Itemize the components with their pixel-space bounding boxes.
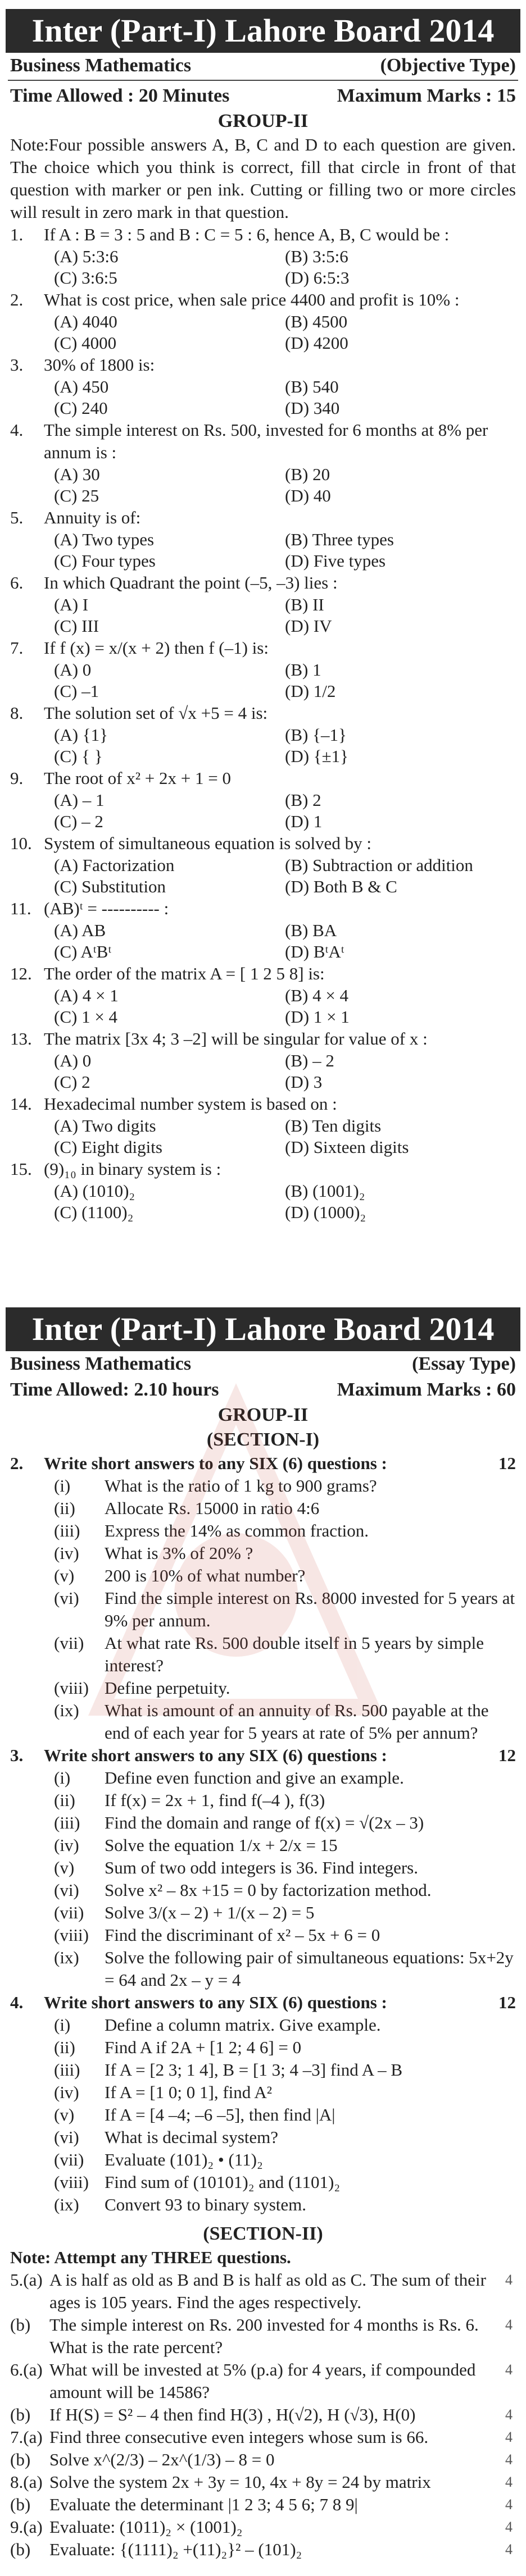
mcq-options (10, 724, 516, 767)
long-question (10, 2516, 516, 2538)
mcq-question: The order of the matrix A = [ 1 2 5 8] is: (44, 964, 325, 983)
mcq-option-a: (A) Factorization (54, 855, 175, 875)
mcq-item (0, 289, 526, 354)
sub-question-text: Solve 3/(x – 2) + 1/(x – 2) = 5 (105, 1903, 315, 1922)
sub-question-number: (i) (54, 2015, 71, 2035)
mcq-options (10, 790, 516, 832)
sub-question (54, 1497, 516, 1520)
long-question-text: Solve the system 2x + 3y = 10, 4x + 8y = 24 by matrix (49, 2472, 431, 2492)
essay-banner: Inter (Part-I) Lahore Board 2014 (6, 1307, 520, 1351)
mcq-option-a: (A) I (54, 595, 89, 614)
long-question-number: (b) (10, 2495, 31, 2514)
sub-question (54, 2036, 516, 2059)
mcq-item (0, 897, 526, 963)
mcq-item (0, 507, 526, 572)
mcq-option-b: (B) {–1} (285, 725, 347, 745)
mcq-option-a: (A) 4 × 1 (54, 986, 119, 1005)
mcq-option-b: (B) 4500 (285, 312, 348, 331)
sub-question-number: (v) (54, 2105, 75, 2124)
sub-question (54, 1542, 516, 1565)
mcq-item (0, 419, 526, 507)
sub-question-list (10, 1767, 516, 1991)
question-number: 3. (10, 1745, 24, 1765)
mcq-option-b: (B) – 2 (285, 1051, 334, 1070)
sub-question-text: Solve the following pair of simultaneous equations: 5x+2y = 64 and 2x – y = 4 (105, 1948, 514, 1990)
long-question-marks: 4 (505, 2496, 513, 2513)
sub-question-text: Define perpetuity. (105, 1678, 230, 1698)
long-question-text: A is half as old as B and B is half as old as C. The sum of their ages is 105 years. Find the ages respectively. (49, 2270, 486, 2312)
mcq-option-c: (C) Substitution (54, 877, 166, 896)
long-question (10, 2359, 516, 2404)
sub-question-text: Convert 93 to binary system. (105, 2195, 307, 2214)
sub-question (54, 2104, 516, 2126)
sub-question-text: If f(x) = 2x + 1, find f(–4 ), f(3) (105, 1790, 325, 1810)
sub-question-text: What is the ratio of 1 kg to 900 grams? (105, 1476, 377, 1496)
long-question-number: 7.(a) (10, 2427, 43, 2447)
mcq-options (10, 529, 516, 572)
mcq-item (0, 637, 526, 702)
mcq-option-b: (B) 4 × 4 (285, 986, 349, 1005)
long-question-number: (b) (10, 2539, 31, 2559)
mcq-option-b: (B) 1 (285, 660, 321, 680)
time-allowed: Time Allowed : 20 Minutes (10, 85, 230, 106)
sub-question-number: (vii) (54, 1903, 84, 1922)
mcq-option-d: (D) (1000)₂ (285, 1202, 366, 1222)
sub-question-text: Find the discriminant of x² – 5x + 6 = 0 (105, 1925, 380, 1945)
mcq-option-d: (D) 4200 (285, 333, 348, 353)
sub-question (54, 2014, 516, 2036)
mcq-question-row (10, 767, 516, 790)
sub-question-number: (vi) (54, 1880, 79, 1900)
mcq-option-c: (C) 1 × 4 (54, 1007, 118, 1027)
mcq-item (0, 1028, 526, 1093)
sub-question-number: (iv) (54, 1835, 79, 1855)
section-2-note: Note: Attempt any THREE questions. (10, 2247, 291, 2267)
long-question (10, 2471, 516, 2493)
mcq-item (0, 1158, 526, 1223)
max-marks: Maximum Marks : 15 (337, 85, 516, 106)
mcq-question-row (10, 572, 516, 594)
long-question (10, 2538, 516, 2561)
sub-question-text: If A = [2 3; 1 4], B = [1 3; 4 –3] find A – B (105, 2060, 403, 2080)
mcq-question-row (10, 832, 516, 855)
mcq-number: 10. (10, 833, 32, 853)
sub-question-number: (vii) (54, 1633, 84, 1653)
mcq-question-row (10, 507, 516, 529)
sub-question-number: (iii) (54, 1813, 80, 1832)
long-question (10, 2404, 516, 2426)
sub-question-text: Sum of two odd integers is 36. Find integers. (105, 1858, 418, 1877)
mcq-option-c: (C) { } (54, 746, 103, 766)
long-question-text: What will be invested at 5% (p.a) for 4 years, if compounded amount will be 14586? (49, 2360, 476, 2402)
mcq-question-row (10, 702, 516, 724)
mcq-number: 13. (10, 1029, 32, 1048)
mcq-options (10, 376, 516, 419)
mcq-options (10, 311, 516, 354)
long-question-text: Evaluate: (1011)₂ × (1001)₂ (49, 2517, 243, 2537)
sub-question-number: (vii) (54, 2150, 84, 2169)
sub-question (54, 1475, 516, 1497)
essay-marks: Maximum Marks : 60 (337, 1379, 516, 1400)
sub-question-text: Find the simple interest on Rs. 8000 invested for 5 years at 9% per annum. (105, 1588, 515, 1630)
section-2-heading: (SECTION-II) (203, 2223, 323, 2244)
long-question-marks: 4 (505, 2519, 513, 2535)
mcq-number: 6. (10, 573, 24, 592)
mcq-option-c: (C) 3:6:5 (54, 268, 117, 288)
question-marks: 12 (498, 1993, 516, 2012)
mcq-option-c: (C) 4000 (54, 333, 117, 353)
sub-question-text: Evaluate (101)₂ • (11)₂ (105, 2150, 263, 2169)
long-question-number: (b) (10, 2405, 31, 2424)
mcq-item (0, 354, 526, 419)
mcq-number: 5. (10, 508, 24, 527)
mcq-question: (AB)ᵗ = ---------- : (44, 899, 169, 918)
sub-question (54, 1587, 516, 1632)
mcq-options (10, 659, 516, 702)
sub-question-number: (ii) (54, 1790, 75, 1810)
long-question (10, 2493, 516, 2516)
sub-question-text: If A = [1 0; 0 1], find A² (105, 2082, 273, 2102)
sub-question (54, 1924, 516, 1946)
mcq-option-b: (B) 20 (285, 464, 330, 484)
mcq-question: In which Quadrant the point (–5, –3) lies : (44, 573, 338, 592)
mcq-options (10, 1115, 516, 1158)
sub-question-number: (i) (54, 1476, 71, 1496)
short-questions (0, 1452, 526, 2216)
sub-question (54, 2059, 516, 2081)
mcq-option-b: (B) (1001)₂ (285, 1181, 365, 1201)
mcq-option-c: (C) 2 (54, 1072, 90, 1092)
long-question (10, 2269, 516, 2314)
sub-question-number: (iii) (54, 1521, 80, 1540)
mcq-options (10, 855, 516, 897)
objective-banner: Inter (Part-I) Lahore Board 2014 (6, 9, 520, 53)
mcq-item (0, 224, 526, 289)
mcq-question-row (10, 1158, 516, 1180)
sub-question-text: Express the 14% as common fraction. (105, 1521, 369, 1540)
sub-question-text: Define a column matrix. Give example. (105, 2015, 381, 2035)
long-question (10, 2314, 516, 2359)
essay-subhead (0, 1351, 526, 1377)
mcq-question: Hexadecimal number system is based on : (44, 1094, 337, 1114)
mcq-number: 4. (10, 420, 24, 440)
mcq-item (0, 572, 526, 637)
mcq-option-c: (C) III (54, 616, 99, 636)
mcq-option-d: (D) 340 (285, 398, 340, 418)
mcq-options (10, 594, 516, 637)
mcq-options (10, 985, 516, 1028)
sub-question-text: Find the domain and range of f(x) = √(2x – 3) (105, 1813, 424, 1832)
mcq-option-b: (B) Three types (285, 530, 394, 549)
sub-question-number: (v) (54, 1566, 75, 1585)
long-questions (0, 2269, 526, 2561)
mcq-question: If f (x) = x/(x + 2) then f (–1) is: (44, 638, 269, 658)
mcq-number: 9. (10, 768, 24, 788)
mcq-question-row (10, 419, 516, 464)
mcq-options (10, 920, 516, 963)
mcq-option-a: (A) AB (54, 920, 106, 940)
mcq-option-d: (D) BᵗAᵗ (285, 942, 344, 961)
long-question-number: 8.(a) (10, 2472, 43, 2492)
mcq-number: 2. (10, 290, 24, 309)
long-question-marks: 4 (505, 2474, 513, 2490)
mcq-options (10, 464, 516, 507)
mcq-option-c: (C) (1100)₂ (54, 1202, 134, 1222)
mcq-item (0, 702, 526, 767)
sub-question-number: (viii) (54, 2172, 89, 2192)
mcq-option-b: (B) 3:5:6 (285, 247, 348, 266)
sub-question (54, 1677, 516, 1699)
mcq-list (0, 224, 526, 1223)
mcq-option-c: (C) 240 (54, 398, 108, 418)
sub-question-text: Define even function and give an example. (105, 1768, 404, 1788)
mcq-question-row (10, 963, 516, 985)
mcq-option-d: (D) 6:5:3 (285, 268, 350, 288)
long-question-number: 5.(a) (10, 2270, 43, 2290)
short-question-heading (10, 1452, 516, 1475)
mcq-option-a: (A) 5:3:6 (54, 247, 119, 266)
long-question-text: If H(S) = S² – 4 then find H(3) , H(√2), H (√3), H(0) (49, 2405, 416, 2424)
sub-question (54, 1520, 516, 1542)
mcq-options (10, 1180, 516, 1223)
sub-question (54, 1699, 516, 1744)
mcq-number: 11. (10, 899, 31, 918)
long-question (10, 2426, 516, 2449)
mcq-option-d: (D) 1/2 (285, 681, 336, 701)
sub-question-text: Solve the equation 1/x + 2/x = 15 (105, 1835, 338, 1855)
long-question-marks: 4 (505, 2451, 513, 2468)
mcq-option-b: (B) 2 (285, 790, 321, 810)
mcq-option-a: (A) – 1 (54, 790, 105, 810)
question-number: 4. (10, 1993, 24, 2012)
mcq-question: Annuity is of: (44, 508, 141, 527)
essay-time-marks (0, 1377, 526, 1403)
essay-subject: Business Mathematics (10, 1353, 192, 1374)
mcq-question: The matrix [3x 4; 3 –2] will be singular for value of x : (44, 1029, 428, 1048)
mcq-option-c: (C) –1 (54, 681, 99, 701)
mcq-option-a: (A) (1010)₂ (54, 1181, 135, 1201)
sub-question-text: At what rate Rs. 500 double itself in 5 years by simple interest? (105, 1633, 484, 1675)
long-question-marks: 4 (505, 2406, 513, 2423)
mcq-number: 14. (10, 1094, 32, 1114)
sub-question-text: What is 3% of 20% ? (105, 1543, 253, 1563)
long-question-marks: 4 (505, 2317, 513, 2333)
sub-question (54, 2149, 516, 2171)
sub-question-number: (ix) (54, 1700, 79, 1720)
long-question (10, 2449, 516, 2471)
sub-question-number: (iii) (54, 2060, 80, 2080)
mcq-question: The solution set of √x +5 = 4 is: (44, 703, 268, 723)
mcq-question: What is cost price, when sale price 4400 and profit is 10% : (44, 290, 460, 309)
long-question-marks: 4 (505, 2541, 513, 2557)
mcq-option-c: (C) – 2 (54, 811, 103, 831)
mcq-item (0, 1093, 526, 1158)
sub-question (54, 2126, 516, 2149)
mcq-question: If A : B = 3 : 5 and B : C = 5 : 6, hence A, B, C would be : (44, 225, 450, 244)
mcq-item (0, 832, 526, 897)
sub-question-number: (viii) (54, 1678, 89, 1698)
mcq-number: 7. (10, 638, 24, 658)
sub-question-text: Find A if 2A + [1 2; 4 6] = 0 (105, 2037, 302, 2057)
sub-question-number: (ii) (54, 1498, 75, 1518)
mcq-question-row (10, 897, 516, 920)
long-question-marks: 4 (505, 2361, 513, 2378)
mcq-option-d: (D) Five types (285, 551, 386, 571)
mcq-option-b: (B) II (285, 595, 324, 614)
sub-question-number: (i) (54, 1768, 71, 1788)
sub-question (54, 1902, 516, 1924)
essay-group: GROUP-II (217, 1405, 309, 1425)
mcq-option-d: (D) 40 (285, 486, 331, 505)
sub-question (54, 1946, 516, 1991)
sub-question-text: Solve x² – 8x +15 = 0 by factorization method. (105, 1880, 432, 1900)
mcq-number: 15. (10, 1159, 32, 1179)
sub-question-text: Find sum of (10101)₂ and (1101)₂ (105, 2172, 341, 2192)
mcq-options (10, 246, 516, 289)
mcq-option-b: (B) Subtraction or addition (285, 855, 473, 875)
long-question-text: Solve x^(2/3) – 2x^(1/3) – 8 = 0 (49, 2450, 275, 2469)
essay-type: (Essay Type) (412, 1353, 516, 1374)
mcq-question: System of simultaneous equation is solved by : (44, 833, 371, 853)
mcq-option-c: (C) 25 (54, 486, 99, 505)
question-instruction: Write short answers to any SIX (6) questions : (44, 1745, 387, 1765)
long-question-marks: 4 (505, 2429, 513, 2445)
mcq-option-d: (D) 1 × 1 (285, 1007, 350, 1027)
sub-question (54, 1789, 516, 1812)
divider (8, 80, 518, 81)
question-number: 2. (10, 1453, 24, 1473)
sub-question-text: What is decimal system? (105, 2127, 279, 2147)
mcq-option-d: (D) Both B & C (285, 877, 397, 896)
mcq-option-a: (A) 0 (54, 1051, 92, 1070)
long-question-text: The simple interest on Rs. 200 invested for 4 months is Rs. 6. What is the rate percent? (49, 2315, 479, 2357)
long-question-text: Evaluate the determinant |1 2 3; 4 5 6; 7 8 9| (49, 2495, 358, 2514)
mcq-option-b: (B) 540 (285, 377, 339, 396)
mcq-question-row (10, 1028, 516, 1050)
mcq-number: 3. (10, 355, 24, 375)
question-instruction: Write short answers to any SIX (6) questions : (44, 1453, 387, 1473)
mcq-question-row (10, 289, 516, 311)
mcq-option-a: (A) 30 (54, 464, 100, 484)
sub-question-number: (ii) (54, 2037, 75, 2057)
sub-question (54, 1834, 516, 1857)
mcq-option-c: (C) AᵗBᵗ (54, 942, 112, 961)
sub-question-number: (ix) (54, 2195, 79, 2214)
mcq-option-a: (A) {1} (54, 725, 108, 745)
question-marks: 12 (498, 1745, 516, 1765)
mcq-item (0, 767, 526, 832)
long-question-number: (b) (10, 2450, 31, 2469)
long-question-marks: 4 (505, 2272, 513, 2288)
sub-question-number: (ix) (54, 1948, 79, 1967)
sub-question (54, 2081, 516, 2104)
sub-question (54, 1767, 516, 1789)
mcq-option-d: (D) 1 (285, 811, 323, 831)
mcq-number: 1. (10, 225, 24, 244)
sub-question-text: If A = [4 –4; –6 –5], then find |A| (105, 2105, 335, 2124)
objective-subhead (0, 53, 526, 79)
mcq-option-d: (D) IV (285, 616, 332, 636)
mcq-item (0, 963, 526, 1028)
mcq-number: 12. (10, 964, 32, 983)
sub-question-number: (vi) (54, 2127, 79, 2147)
subject-label: Business Mathematics (10, 55, 192, 76)
mcq-question: The simple interest on Rs. 500, invested for 6 months at 8% per annum is : (44, 420, 488, 462)
mcq-option-b: (B) BA (285, 920, 337, 940)
long-question-text: Evaluate: {(1111)₂ +(11)₂}² – (101)₂ (49, 2539, 302, 2559)
sub-question (54, 1565, 516, 1587)
sub-question-number: (v) (54, 1858, 75, 1877)
sub-question-list (10, 2014, 516, 2216)
mcq-option-a: (A) 4040 (54, 312, 117, 331)
mcq-option-b: (B) Ten digits (285, 1116, 382, 1136)
mcq-options (10, 1050, 516, 1093)
long-question-text: Find three consecutive even integers whose sum is 66. (49, 2427, 429, 2447)
sub-question (54, 2171, 516, 2194)
long-question-number: 9.(a) (10, 2517, 43, 2537)
mcq-option-a: (A) Two digits (54, 1116, 156, 1136)
group-heading: GROUP-II (217, 111, 309, 131)
mcq-question-row (10, 224, 516, 246)
short-question-heading (10, 1991, 516, 2014)
mcq-question-row (10, 1093, 516, 1115)
mcq-option-d: (D) 3 (285, 1072, 323, 1092)
mcq-option-a: (A) 450 (54, 377, 109, 396)
mcq-question-row (10, 354, 516, 376)
mcq-number: 8. (10, 703, 24, 723)
mcq-option-c: (C) Eight digits (54, 1137, 162, 1157)
sub-question (54, 1632, 516, 1677)
sub-question-number: (iv) (54, 1543, 79, 1563)
sub-question-text: What is amount of an annuity of Rs. 500 payable at the end of each year for 5 years at rate of 5% per annum? (105, 1700, 489, 1743)
sub-question-number: (iv) (54, 2082, 79, 2102)
mcq-question: (9)₁₀ in binary system is : (44, 1159, 221, 1179)
instructions-note: Note:Four possible answers A, B, C and D to each question are given. The choice which you think is correct, fill that circle in front of that question with marker or pen ink. Cutting or filling two or more circles will result in zero mark in that question. (10, 135, 516, 222)
sub-question-number: (vi) (54, 1588, 79, 1608)
sub-question (54, 1879, 516, 1902)
mcq-question: The root of x² + 2x + 1 = 0 (44, 768, 231, 788)
mcq-option-c: (C) Four types (54, 551, 156, 571)
mcq-option-a: (A) 0 (54, 660, 92, 680)
section-1-heading: (SECTION-I) (206, 1429, 320, 1450)
mcq-question: 30% of 1800 is: (44, 355, 155, 375)
mcq-option-a: (A) Two types (54, 530, 155, 549)
sub-question-text: Allocate Rs. 15000 in ratio 4:6 (105, 1498, 320, 1518)
mcq-option-d: (D) {±1} (285, 746, 349, 766)
sub-question (54, 2194, 516, 2216)
question-instruction: Write short answers to any SIX (6) questions : (44, 1993, 387, 2012)
question-marks: 12 (498, 1453, 516, 1473)
essay-time: Time Allowed: 2.10 hours (10, 1379, 219, 1400)
short-question-heading (10, 1744, 516, 1767)
mcq-option-d: (D) Sixteen digits (285, 1137, 409, 1157)
long-question-number: 6.(a) (10, 2360, 43, 2379)
sub-question-text: 200 is 10% of what number? (105, 1566, 306, 1585)
sub-question-number: (viii) (54, 1925, 89, 1945)
sub-question-list (10, 1475, 516, 1744)
mcq-question-row (10, 637, 516, 659)
long-question-number: (b) (10, 2315, 31, 2335)
sub-question (54, 1857, 516, 1879)
time-marks-row (0, 83, 526, 109)
sub-question (54, 1812, 516, 1834)
paper-type: (Objective Type) (380, 55, 516, 76)
